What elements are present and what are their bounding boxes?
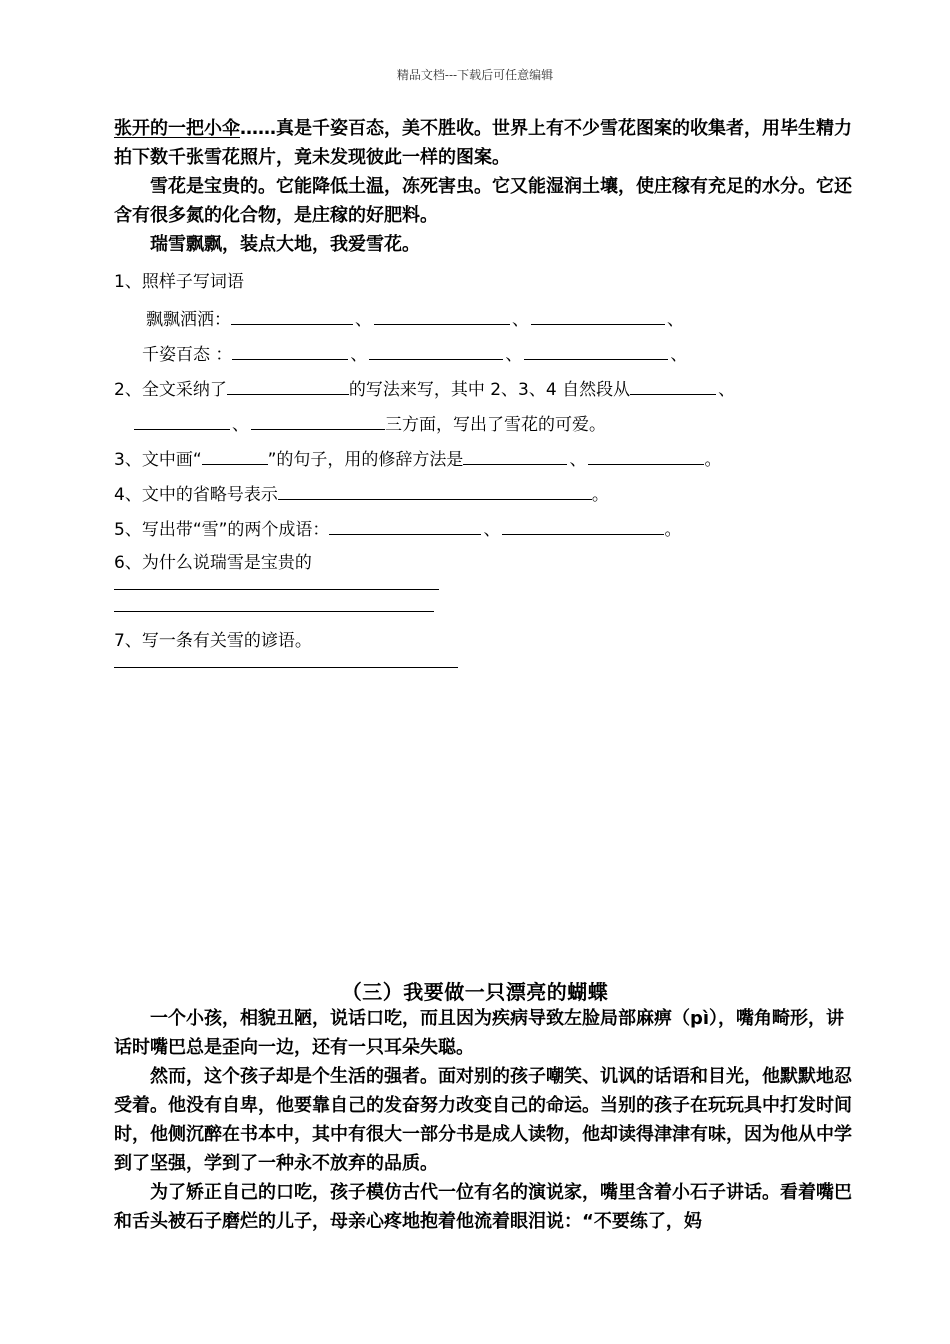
answer-blank[interactable] <box>524 341 668 360</box>
answer-blank[interactable] <box>134 411 230 430</box>
story-paragraph-1: 一个小孩，相貌丑陋，说话口吃，而且因为疾病导致左脸局部麻痹（pì），嘴角畸形，讲话时嘴巴总是歪向一边，还有一只耳朵失聪。 <box>114 1008 845 1058</box>
answer-blank[interactable] <box>202 446 268 465</box>
answer-blank[interactable] <box>251 411 385 430</box>
question-1: 1、照样子写词语 <box>114 272 244 292</box>
question-3: 3、文中画“ ”的句子，用的修辞方法是 、 。 <box>114 446 721 472</box>
answer-blank[interactable] <box>329 516 481 535</box>
question-2-line-2: 、 三方面，写出了雪花的可爱。 <box>134 411 606 437</box>
q1-example-word-b: 千姿百态 ： <box>142 345 233 365</box>
answer-line[interactable] <box>114 589 439 590</box>
question-7: 7、写一条有关雪的谚语。 <box>114 631 312 651</box>
answer-blank[interactable] <box>374 306 510 325</box>
question-1-row-b: 千姿百态 ： 、 、 、 <box>142 341 689 367</box>
answer-blank[interactable] <box>227 376 349 395</box>
paragraph-text: ……真是千姿百态，美不胜收。世界上有不少雪花图案的收集者，用毕生精力拍下数千张雪花照片，竟未发现彼此一样的图案。 <box>114 118 852 168</box>
answer-blank[interactable] <box>502 516 664 535</box>
section-title: （三）我要做一只漂亮的蝴蝶 <box>341 980 609 1004</box>
answer-blank[interactable] <box>588 446 704 465</box>
question-6: 6、为什么说瑞雪是宝贵的 <box>114 553 312 573</box>
underlined-sentence: 张开的一把小伞 <box>114 118 240 139</box>
answer-line[interactable] <box>114 667 458 668</box>
answer-blank[interactable] <box>531 306 665 325</box>
question-5: 5、写出带“雪”的两个成语： 、 。 <box>114 516 681 542</box>
answer-blank[interactable] <box>630 376 716 395</box>
answer-line[interactable] <box>114 611 434 612</box>
answer-blank[interactable] <box>369 341 503 360</box>
question-1-row-a: 飘飘洒洒： 、 、 、 <box>146 306 686 332</box>
question-2: 2、全文采纳了 的写法来写，其中 2、3、4 自然段从 、 <box>114 376 737 402</box>
passage-paragraph-3: 瑞雪飘飘，装点大地，我爱雪花。 <box>150 234 420 255</box>
passage-paragraph-1 <box>114 114 854 172</box>
page-header: 精品文档---下载后可任意编辑 <box>396 68 554 82</box>
answer-blank[interactable] <box>463 446 567 465</box>
answer-blank[interactable] <box>232 341 348 360</box>
story-paragraph-2: 然而，这个孩子却是个生活的强者。面对别的孩子嘲笑、讥讽的话语和目光，他默默地忍受着。他没有自卑，他要靠自己的发奋努力改变自己的命运。当别的孩子在玩玩具中打发时间时，他侧沉醉在书本中，其中有很大一部分书是成人读物，他却读得津津有味，因为他从中学到了坚强，学到了一种永不放弃的品质。 <box>114 1066 852 1174</box>
passage-paragraph-2: 雪花是宝贵的。它能降低土温，冻死害虫。它又能湿润土壤，使庄稼有充足的水分。它还含有很多氮的化合物，是庄稼的好肥料。 <box>114 176 852 226</box>
q1-example-word-a: 飘飘洒洒： <box>146 310 231 330</box>
question-4: 4、文中的省略号表示 。 <box>114 481 609 507</box>
story-paragraph-3: 为了矫正自己的口吃，孩子模仿古代一位有名的演说家，嘴里含着小石子讲话。看着嘴巴和舌头被石子磨烂的儿子，母亲心疼地抱着他流着眼泪说：“不要练了，妈 <box>114 1182 852 1232</box>
answer-blank[interactable] <box>231 306 353 325</box>
answer-blank[interactable] <box>278 481 592 500</box>
